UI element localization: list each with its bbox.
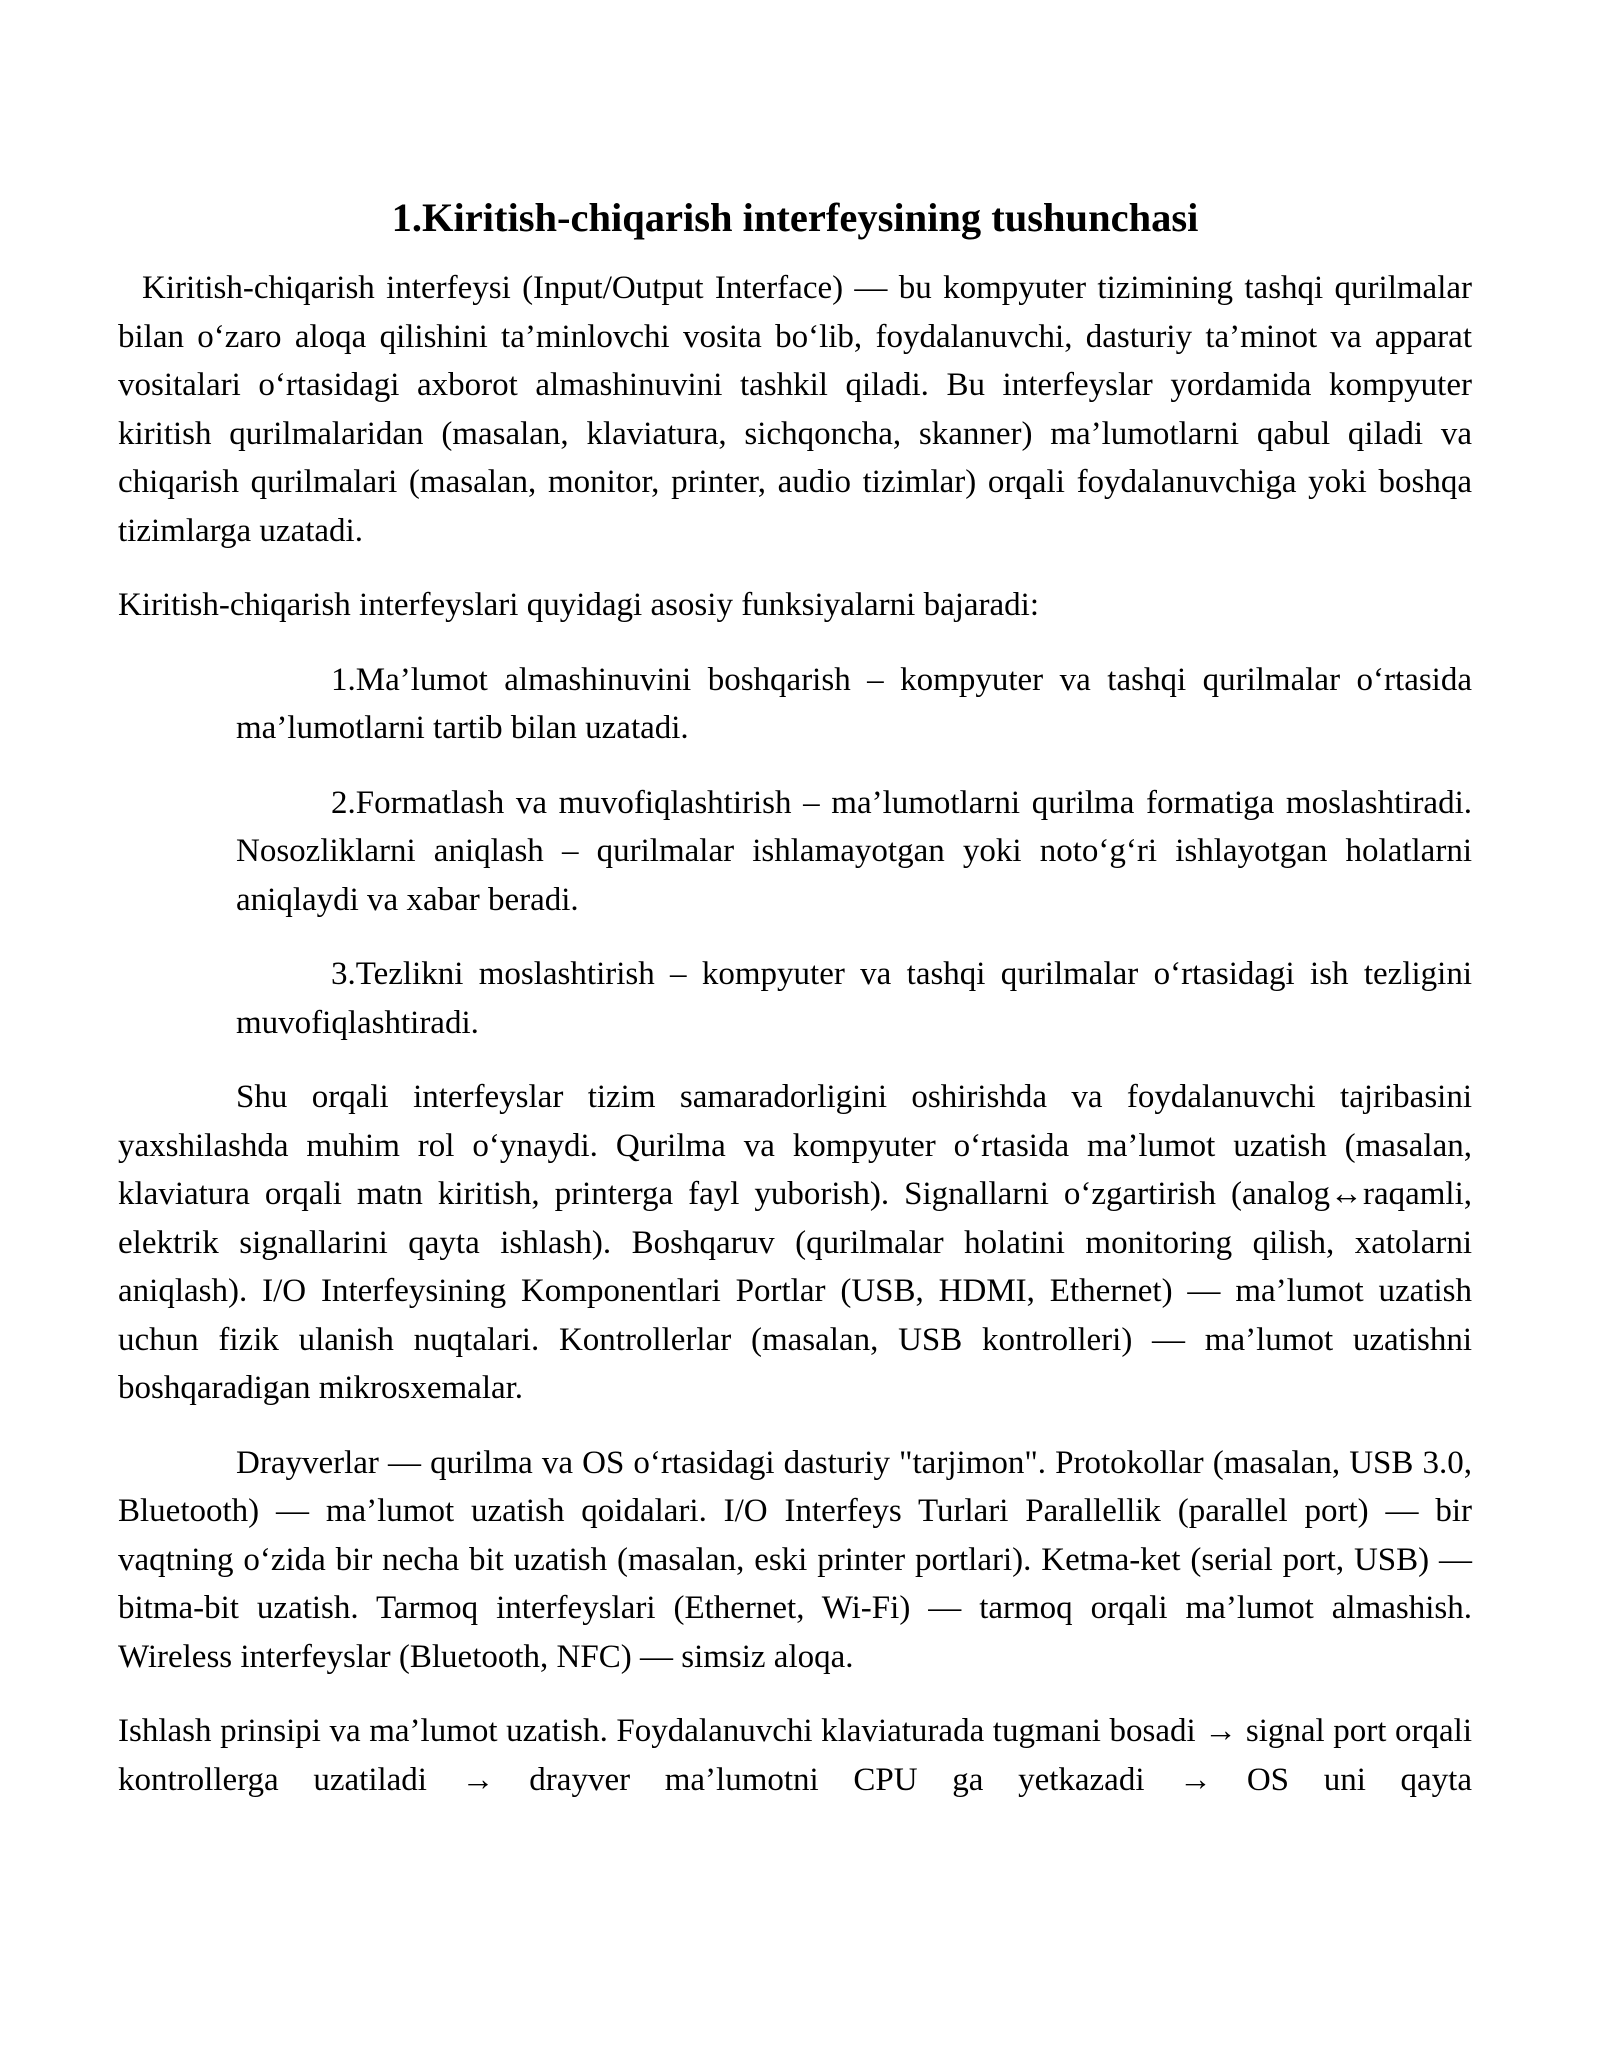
document-title: 1.Kiritish-chiqarish interfeysining tushunchasi <box>391 195 1199 240</box>
working-principle-paragraph: Ishlash prinsipi va ma’lumot uzatish. Foydalanuvchi klaviaturada tugmani bosadi → signal port orqali kontrollerga uzatiladi → drayver ma’lumotni CPU ga yetkazadi → OS uni qayta <box>118 1713 1472 1798</box>
functions-lead-paragraph: Kiritish-chiqarish interfeyslari quyidagi asosiy funksiyalarni bajaradi: <box>118 587 1040 623</box>
list-item: 1.Ma’lumot almashinuvini boshqarish – kompyuter va tashqi qurilmalar o‘rtasida ma’lumotlarni tartib bilan uzatadi. <box>236 661 1472 746</box>
list-item: 3.Tezlikni moslashtirish – kompyuter va tashqi qurilmalar o‘rtasidagi ish tezligini muvofiqlashtiradi. <box>236 956 1472 1041</box>
list-item: 2.Formatlash va muvofiqlashtirish – ma’lumotlarni qurilma formatiga moslashtiradi. Nosozliklarni aniqlash – qurilmalar ishlamayotgan yoki noto‘g‘ri ishlayotgan holatlarni aniqlaydi va xabar beradi. <box>236 784 1472 918</box>
interface-types-paragraph: Drayverlar — qurilma va OS o‘rtasidagi dasturiy "tarjimon". Protokollar (masalan, USB 3.0, Bluetooth) — ma’lumot uzatish qoidalari. I/O Interfeys Turlari Parallellik (parallel port) — bir vaqtning o‘zida bir necha bit uzatish (masalan, eski printer portlari). Ketma-ket (serial port, USB) — bitma-bit uzatish. Tarmoq interfeyslari (Ethernet, Wi-Fi) — tarmoq orqali ma’lumot almashish. Wireless interfeyslar (Bluetooth, NFC) — simsiz aloqa. <box>118 1444 1472 1675</box>
intro-paragraph: Kiritish-chiqarish interfeysi (Input/Output Interface) — bu kompyuter tizimining tashqi qurilmalar bilan o‘zaro aloqa qilishini ta’minlovchi vosita bo‘lib, foydalanuvchi, dasturiy ta’minot va apparat vositalari o‘rtasidagi axborot almashinuvini tashkil qiladi. Bu interfeyslar yordamida kompyuter kiritish qurilmalaridan (masalan, klaviatura, sichqoncha, skanner) ma’lumotlarni qabul qiladi va chiqarish qurilmalari (masalan, monitor, printer, audio tizimlar) orqali foydalanuvchiga yoki boshqa tizimlarga uzatadi. <box>118 270 1472 549</box>
components-paragraph: Shu orqali interfeyslar tizim samaradorligini oshirishda va foydalanuvchi tajribasini yaxshilashda muhim rol o‘ynaydi. Qurilma va kompyuter o‘rtasida ma’lumot uzatish (masalan, klaviatura orqali matn kiritish, printerga fayl yuborish). Signallarni o‘zgartirish (analog↔raqamli, elektrik signallarini qayta ishlash). Boshqaruv (qurilmalar holatini monitoring qilish, xatolarni aniqlash). I/O Interfeysining Komponentlari Portlar (USB, HDMI, Ethernet) — ma’lumot uzatish uchun fizik ulanish nuqtalari. Kontrollerlar (masalan, USB kontrolleri) — ma’lumot uzatishni boshqaradigan mikrosxemalar. <box>118 1079 1472 1406</box>
document-page <box>118 190 1472 1830</box>
functions-list <box>118 656 1472 1048</box>
